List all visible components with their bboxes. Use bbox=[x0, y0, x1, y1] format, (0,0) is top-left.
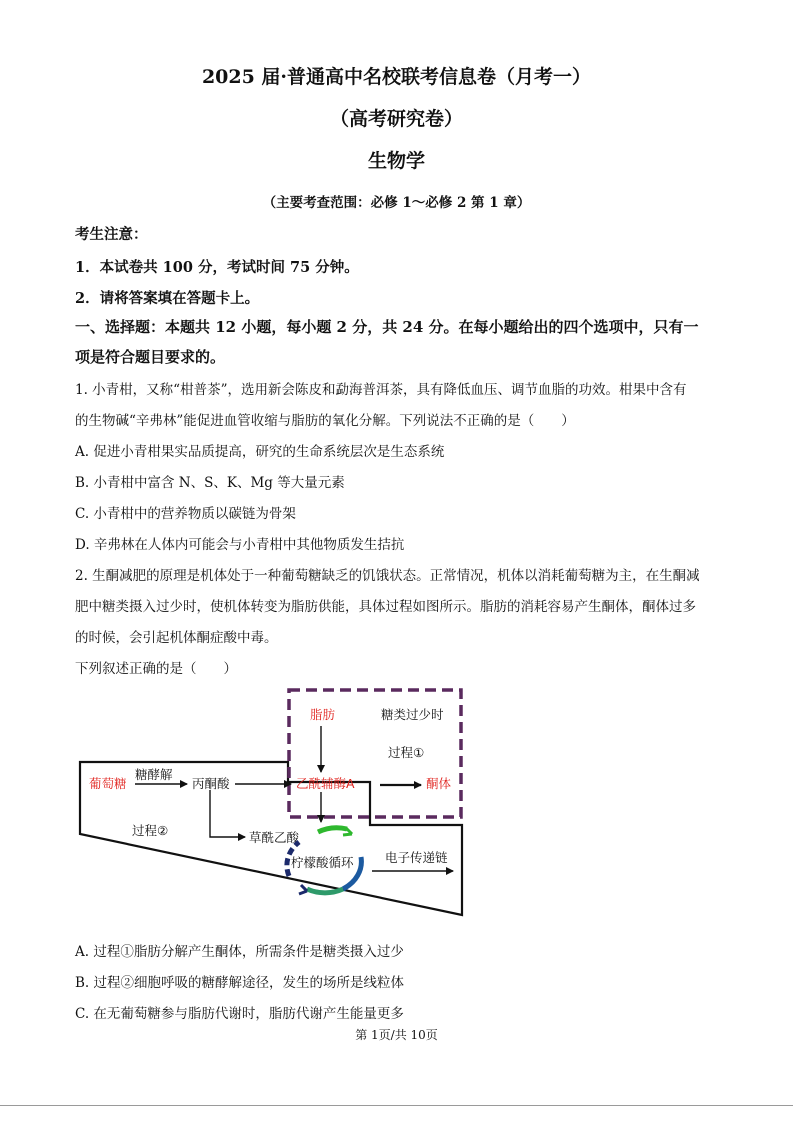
label-ketone-body: 酮体 bbox=[426, 776, 452, 791]
page-bottom-divider bbox=[0, 1105, 793, 1106]
notice-item-1: 1．本试卷共 100 分，考试时间 75 分钟。 bbox=[75, 259, 359, 276]
q1-stem-line1: 1. 小青柑，又称“柑普茶”，选用新会陈皮和勐海普洱茶，具有降低血压、调节血脂的功效。柑果中含有 bbox=[75, 382, 687, 398]
q1-option-a: A. 促进小青柑果实品质提高，研究的生命系统层次是生态系统 bbox=[75, 444, 445, 460]
subject-title: 生物学 bbox=[367, 150, 425, 172]
label-low-sugar: 糖类过少时 bbox=[381, 707, 444, 722]
label-glycolysis: 糖酵解 bbox=[135, 767, 173, 782]
section-heading-line2: 项是符合题目要求的。 bbox=[75, 348, 226, 366]
notice-heading: 考生注意： bbox=[75, 226, 148, 243]
section-heading-line1: 一、选择题：本题共 12 小题，每小题 2 分，共 24 分。在每小题给出的四个选项中，只有一 bbox=[75, 318, 699, 336]
q1-option-b: B. 小青柑中富含 N、S、K、Mg 等大量元素 bbox=[75, 475, 345, 491]
q1-option-c: C. 小青柑中的营养物质以碳链为骨架 bbox=[75, 506, 296, 522]
q2-stem-line2: 肥中糖类摄入过少时，使机体转变为脂肪供能，具体过程如图所示。脂肪的消耗容易产生酮体，酮体过多 bbox=[75, 599, 696, 615]
fat-metabolism-diagram bbox=[75, 682, 470, 922]
label-oxaloacetate: 草酰乙酸 bbox=[249, 830, 300, 845]
label-electron-transport-chain: 电子传递链 bbox=[385, 850, 448, 865]
q2-option-c: C. 在无葡萄糖参与脂肪代谢时，脂肪代谢产生能量更多 bbox=[75, 1006, 404, 1022]
page-number: 第 1页/共 10页 bbox=[355, 1028, 438, 1042]
label-acetyl-coa: 乙酰辅酶A bbox=[296, 776, 355, 791]
label-fat: 脂肪 bbox=[310, 707, 336, 722]
q2-option-b: B. 过程②细胞呼吸的糖酵解途径，发生的场所是线粒体 bbox=[75, 975, 405, 991]
label-citric-acid-cycle: 柠檬酸循环 bbox=[291, 855, 354, 870]
q2-stem-line4: 下列叙述正确的是（ ） bbox=[75, 661, 237, 677]
label-process-1: 过程① bbox=[388, 745, 425, 760]
q1-stem-line2: 的生物碱“辛弗林”能促进血管收缩与脂肪的氧化分解。下列说法不正确的是（ ） bbox=[75, 413, 575, 429]
label-process-2: 过程② bbox=[132, 823, 169, 838]
q1-option-d: D. 辛弗林在人体内可能会与小青柑中其他物质发生拮抗 bbox=[75, 537, 405, 553]
exam-subtitle: （高考研究卷） bbox=[329, 108, 463, 130]
exam-title: 2025 届·普通高中名校联考信息卷（月考一） bbox=[201, 66, 592, 88]
exam-scope: （主要考查范围：必修 1～必修 2 第 1 章） bbox=[262, 195, 531, 211]
q2-stem-line1: 2. 生酮减肥的原理是机体处于一种葡萄糖缺乏的饥饿状态。正常情况，机体以消耗葡萄糖为主，在生酮减 bbox=[75, 568, 700, 584]
label-glucose: 葡萄糖 bbox=[89, 776, 127, 791]
q2-stem-line3: 的时候，会引起机体酮症酸中毒。 bbox=[75, 630, 278, 646]
q2-option-a: A. 过程①脂肪分解产生酮体，所需条件是糖类摄入过少 bbox=[75, 944, 404, 960]
label-pyruvate: 丙酮酸 bbox=[192, 776, 230, 791]
notice-item-2: 2．请将答案填在答题卡上。 bbox=[75, 290, 260, 307]
arrow-pyruvate-to-oxaloacetate bbox=[210, 790, 245, 837]
